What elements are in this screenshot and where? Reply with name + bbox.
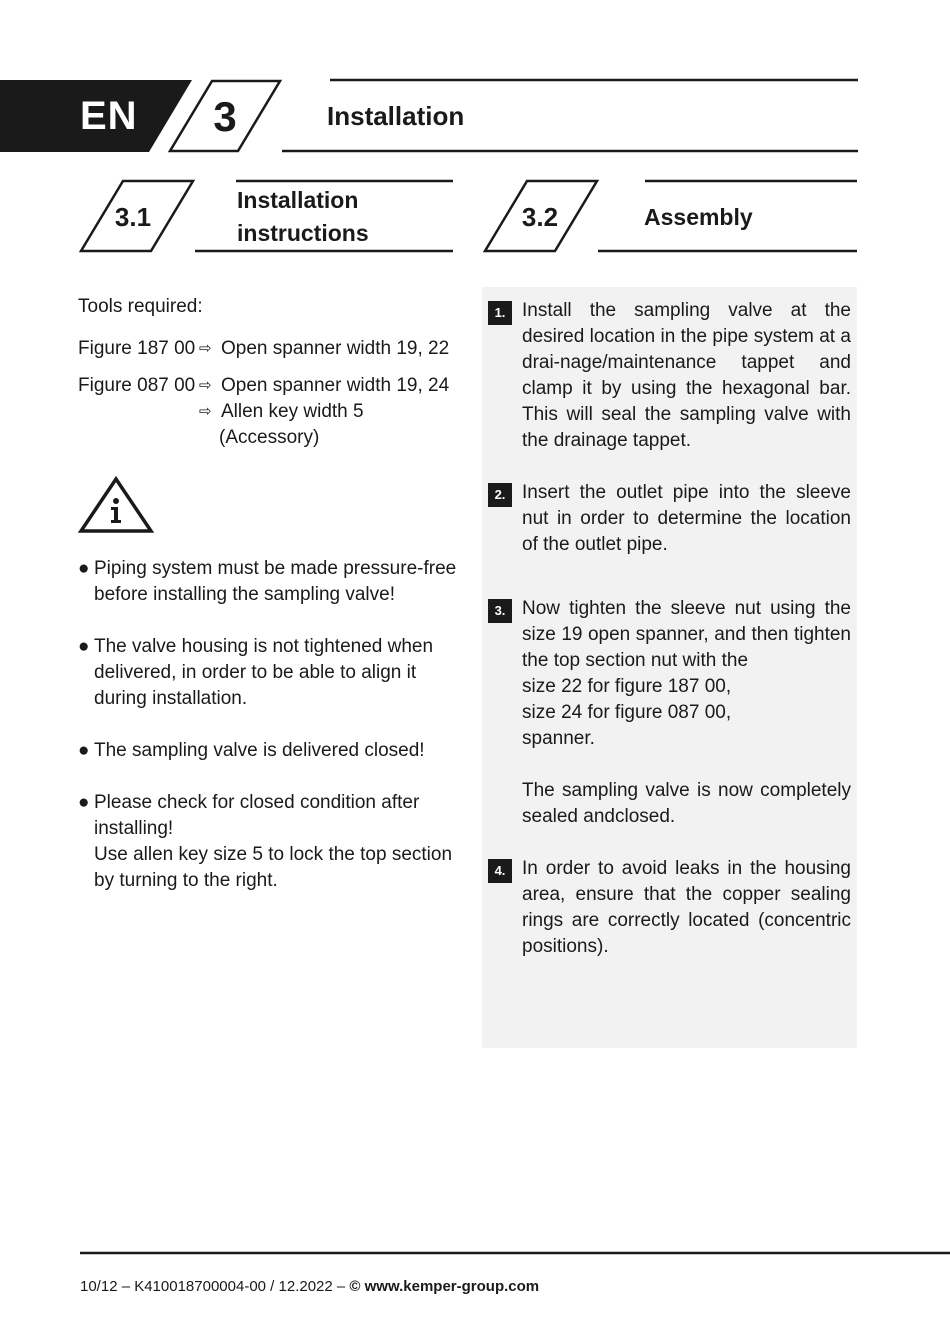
section-3-1-title-line1: Installation: [237, 187, 359, 213]
step-number-badge: 2.: [488, 483, 512, 507]
list-item: [78, 556, 458, 608]
step-text: [522, 298, 851, 454]
list-item: [78, 634, 458, 712]
arrow-right-icon: ⇨: [199, 377, 212, 394]
list-item: [78, 790, 458, 894]
list-item-line: The valve housing is not tightened when: [94, 636, 434, 657]
assembly-step: [488, 856, 851, 960]
list-item-line: during installation.: [94, 688, 248, 709]
arrow-right-icon: ⇨: [199, 403, 212, 420]
tool-spec: [199, 373, 458, 399]
section-3-2-number: 3.2: [521, 202, 559, 232]
chapter-title: Installation: [327, 101, 465, 131]
step-paragraph: spanner.: [522, 728, 595, 749]
tools-heading: Tools required:: [78, 296, 203, 317]
assembly-step: [488, 480, 851, 558]
info-warning-triangle-icon: [78, 476, 154, 534]
list-item-line: before installing the sampling valve!: [94, 584, 396, 605]
bullet-dot-icon: ●: [78, 558, 90, 579]
section-3-1-title-line2: instructions: [237, 220, 369, 246]
list-item-line: Please check for closed condition after: [94, 792, 420, 813]
tool-specs: [199, 336, 458, 362]
step-text: [522, 856, 851, 960]
step-paragraph: size 22 for figure 187 00,: [522, 676, 732, 697]
bullet-dot-icon: ●: [78, 636, 90, 657]
assembly-step: [488, 298, 851, 454]
section-3-2-title: Assembly: [644, 204, 753, 230]
footer-website-link[interactable]: © www.kemper-group.com: [349, 1278, 540, 1295]
assembly-step: [488, 596, 851, 830]
step-paragraph: Install the sampling valve at the desired location in the pipe system at a drai-nage/maintenance tappet and clamp it by using the hexagonal bar. This will seal the sampling valve with the drainage tappet.: [522, 300, 851, 451]
step-text: [522, 480, 851, 558]
chapter-number: 3: [213, 93, 237, 140]
page-footer: [80, 1276, 539, 1298]
tool-spec-note: (Accessory): [219, 427, 320, 448]
list-item: [78, 738, 458, 764]
step-paragraph: In order to avoid leaks in the housing area, ensure that the copper sealing rings are correctly located (concentric positions).: [522, 858, 851, 957]
step-number-badge: 1.: [488, 301, 512, 325]
step-number-badge: 3.: [488, 599, 512, 623]
list-item-line: Piping system must be made pressure-free: [94, 558, 457, 579]
tool-figure: Figure 087 00: [78, 375, 196, 396]
footer-doc-info: 10/12 – K410018700004-00 / 12.2022 –: [80, 1278, 350, 1295]
arrow-right-icon: ⇨: [199, 340, 212, 357]
list-item-line: by turning to the right.: [94, 870, 278, 891]
tools-required-block: [78, 294, 458, 451]
bullet-dot-icon: ●: [78, 792, 90, 813]
section-3-1-number: 3.1: [114, 202, 152, 232]
tool-spec-text: Open spanner width 19, 24: [221, 375, 450, 396]
list-item-line: installing!: [94, 818, 174, 839]
tool-spec: [199, 336, 458, 362]
tool-figure: Figure 187 00: [78, 338, 196, 359]
step-paragraph: Now tighten the sleeve nut using the size 19 open spanner, and then tighten the top section nut with the: [522, 598, 851, 671]
bullet-dot-icon: ●: [78, 740, 90, 761]
step-number-badge: 4.: [488, 859, 512, 883]
step-paragraph: The sampling valve is now completely sealed andclosed.: [522, 780, 851, 827]
tool-specs: [199, 373, 458, 451]
list-item-line: The sampling valve is delivered closed!: [94, 740, 425, 761]
tool-spec: [199, 399, 458, 425]
tool-row: [78, 336, 458, 362]
list-item-line: Use allen key size 5 to lock the top section: [94, 844, 453, 865]
assembly-steps: [488, 298, 851, 960]
notes-list: [78, 556, 458, 920]
tool-spec-text: Allen key width 5: [221, 401, 364, 422]
step-paragraph: size 24 for figure 087 00,: [522, 702, 732, 723]
section-3-1-title: [237, 184, 369, 250]
step-text: [522, 596, 851, 830]
language-label: EN: [80, 94, 138, 138]
tool-spec-text: Open spanner width 19, 22: [221, 338, 450, 359]
list-item-line: delivered, in order to be able to align it: [94, 662, 417, 683]
step-paragraph: Insert the outlet pipe into the sleeve nut in order to determine the location of the outlet pipe.: [522, 482, 851, 555]
tool-row: [78, 373, 458, 451]
